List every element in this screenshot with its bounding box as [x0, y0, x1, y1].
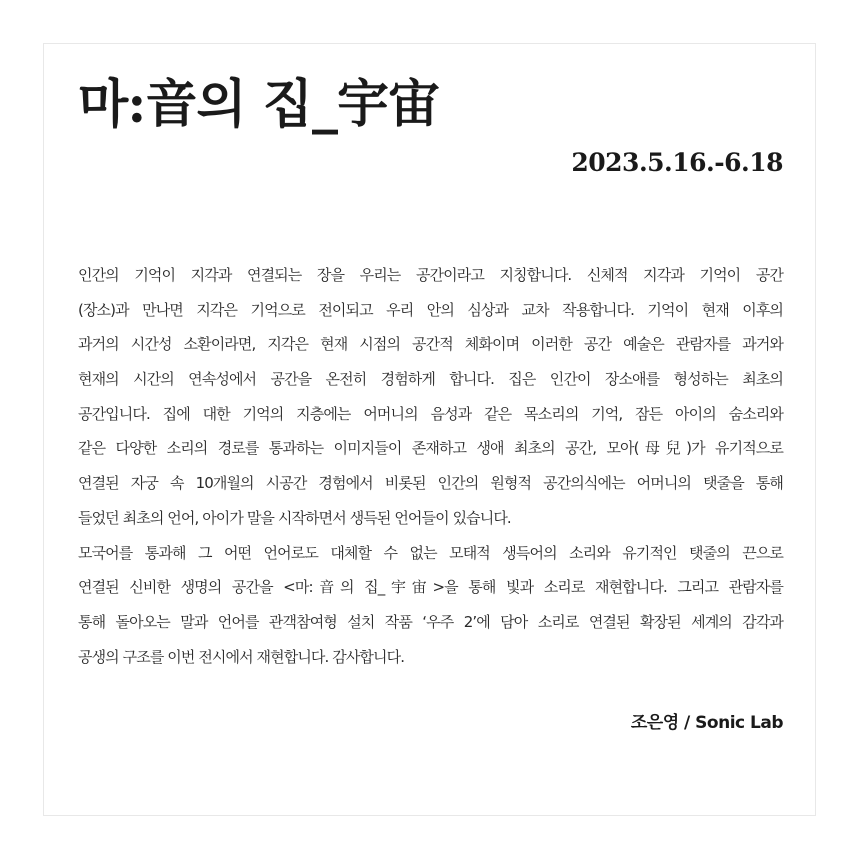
- exhibition-dates: 2023.5.16.-6.18: [571, 148, 783, 177]
- paragraph: [78, 536, 783, 675]
- text-line: 인간의 기억이 지각과 연결되는 장을 우리는 공간이라고 지칭합니다. 신체적 지각과 기억이 공간: [78, 266, 783, 284]
- text-line: 현재의 시간의 연속성에서 공간을 온전히 경험하게 합니다. 집은 인간이 장소애를 형성하는 최초의: [78, 370, 783, 389]
- text-line: 같은 다양한 소리의 경로를 통과하는 이미지들이 존재하고 생애 최초의 공간, 모아(母兒)가 유기적으로: [78, 439, 783, 458]
- exhibition-title: 마:音의 집_宇宙: [78, 74, 439, 135]
- text-line: 들었던 최초의 언어, 아이가 말을 시작하면서 생득된 언어들이 있습니다.: [78, 508, 511, 527]
- text-line: (장소)과 만나면 지각은 기억으로 전이되고 우리 안의 심상과 교차 작용합니다. 기억이 현재 이후의: [78, 300, 783, 319]
- text-line: 통해 돌아오는 말과 언어를 관객참여형 설치 작품 ‘우주 2’에 담아 소리로 연결된 확장된 세계의 감각과: [78, 612, 783, 631]
- author-credit: 조은영 / Sonic Lab: [630, 713, 783, 733]
- text-line: 공간입니다. 집에 대한 기억의 지층에는 어머니의 음성과 같은 목소리의 기억, 잠든 아이의 숨소리와: [78, 404, 783, 423]
- text-line: 과거의 시간성 소환이라면, 지각은 현재 시점의 공간적 체화이며 이러한 공간 예술은 관람자를 과거와: [78, 335, 783, 354]
- text-line: 공생의 구조를 이번 전시에서 재현합니다. 감사합니다.: [78, 647, 405, 666]
- paragraph: [78, 258, 783, 536]
- body-text: [78, 258, 783, 674]
- text-line: 연결된 자궁 속 10개월의 시공간 경험에서 비롯된 인간의 원형적 공간의식에는 어머니의 탯줄을 통해: [78, 474, 783, 493]
- text-line: 모국어를 통과해 그 어떤 언어로도 대체할 수 없는 모태적 생득어의 소리와 유기적인 탯줄의 끈으로: [78, 543, 783, 562]
- text-line: 연결된 신비한 생명의 공간을 <마:音의 집_宇宙>을 통해 빛과 소리로 재현합니다. 그리고 관람자를: [78, 578, 783, 597]
